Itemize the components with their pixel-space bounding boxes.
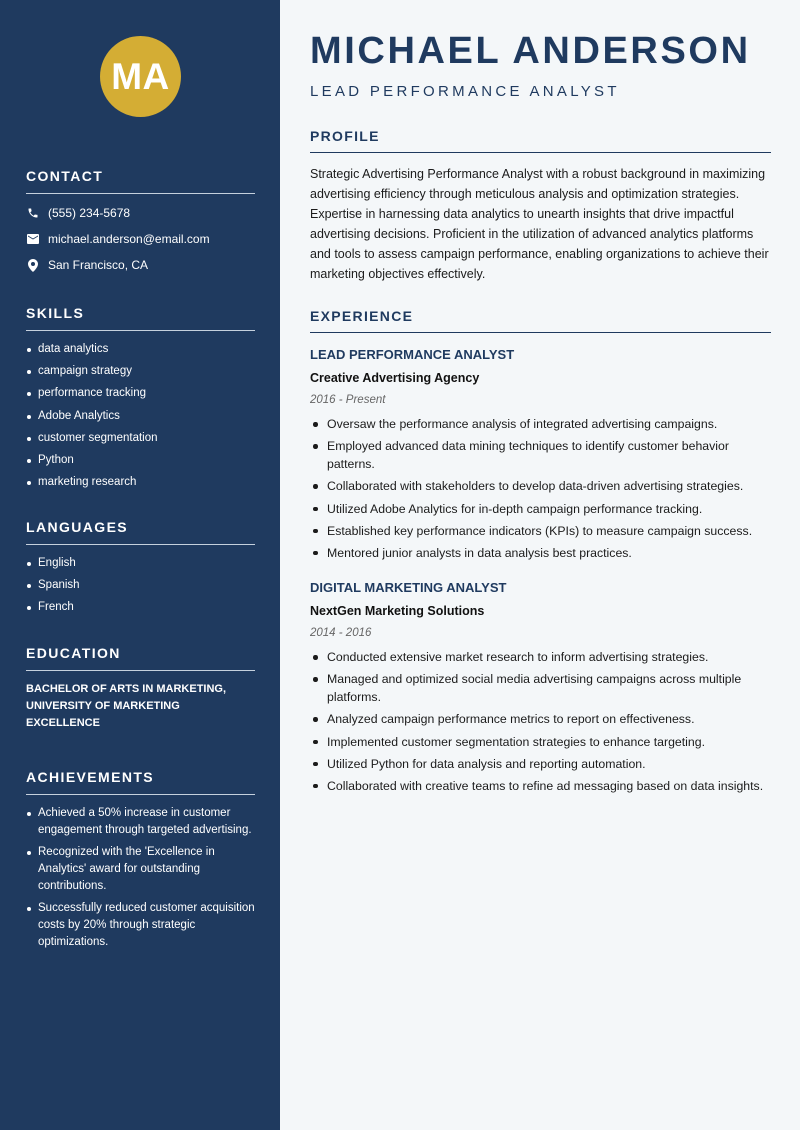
job-bullet: Established key performance indicators (KPIs) to measure campaign success. <box>310 522 772 540</box>
location-text: San Francisco, CA <box>48 258 149 272</box>
achievement-item: Achieved a 50% increase in customer engagement through targeted advertising. <box>26 805 255 839</box>
language-item: English <box>26 555 255 572</box>
skill-item: marketing research <box>26 474 255 491</box>
job-bullet: Oversaw the performance analysis of integrated advertising campaigns. <box>310 415 772 433</box>
achievements-section <box>26 769 255 957</box>
job-entry <box>310 346 772 566</box>
candidate-title: LEAD PERFORMANCE ANALYST <box>310 83 620 100</box>
job-bullet: Mentored junior analysts in data analysis best practices. <box>310 544 772 562</box>
experience-heading: EXPERIENCE <box>310 308 771 333</box>
job-company: NextGen Marketing Solutions <box>310 604 485 618</box>
achievements-heading: ACHIEVEMENTS <box>26 769 255 795</box>
contact-location <box>26 256 255 274</box>
education-degree: BACHELOR OF ARTS IN MARKETING, UNIVERSITY OF MARKETING EXCELLENCE <box>26 683 227 729</box>
phone-text: (555) 234-5678 <box>48 206 131 220</box>
job-dates: 2014 - 2016 <box>310 627 372 639</box>
contact-phone <box>26 204 255 222</box>
job-title: DIGITAL MARKETING ANALYST <box>310 580 507 595</box>
avatar <box>100 36 181 117</box>
job-bullet: Analyzed campaign performance metrics to report on effectiveness. <box>310 710 772 728</box>
language-item: French <box>26 599 255 616</box>
sidebar <box>0 0 280 1130</box>
skill-item: Adobe Analytics <box>26 408 255 425</box>
languages-heading: LANGUAGES <box>26 519 255 545</box>
job-bullets <box>310 415 772 562</box>
skills-heading: SKILLS <box>26 305 255 331</box>
skills-list <box>26 341 255 491</box>
achievement-item: Successfully reduced customer acquisition costs by 20% through strategic optimizations. <box>26 900 255 951</box>
job-dates: 2016 - Present <box>310 394 386 406</box>
phone-icon <box>26 206 40 220</box>
job-bullets <box>310 648 772 795</box>
avatar-initials: MA <box>111 55 170 97</box>
job-bullet: Utilized Adobe Analytics for in-depth campaign performance tracking. <box>310 500 772 518</box>
job-bullet: Collaborated with creative teams to refine ad messaging based on data insights. <box>310 777 772 795</box>
languages-section <box>26 519 255 622</box>
skill-item: Python <box>26 452 255 469</box>
skill-item: performance tracking <box>26 385 255 402</box>
achievement-item: Recognized with the 'Excellence in Analytics' award for outstanding contributions. <box>26 844 255 895</box>
skill-item: customer segmentation <box>26 430 255 447</box>
job-bullet: Conducted extensive market research to inform advertising strategies. <box>310 648 772 666</box>
job-entry <box>310 579 772 799</box>
job-bullet: Utilized Python for data analysis and reporting automation. <box>310 755 772 773</box>
job-bullet: Managed and optimized social media advertising campaigns across multiple platforms. <box>310 670 772 706</box>
skill-item: campaign strategy <box>26 363 255 380</box>
contact-section <box>26 168 255 274</box>
education-section <box>26 645 255 732</box>
job-title: LEAD PERFORMANCE ANALYST <box>310 347 515 362</box>
achievements-list <box>26 805 255 951</box>
job-bullet: Collaborated with stakeholders to develop data-driven advertising strategies. <box>310 477 772 495</box>
job-company: Creative Advertising Agency <box>310 371 480 385</box>
profile-heading: PROFILE <box>310 128 771 153</box>
languages-list <box>26 555 255 616</box>
education-heading: EDUCATION <box>26 645 255 671</box>
job-bullet: Employed advanced data mining techniques to identify customer behavior patterns. <box>310 437 772 473</box>
profile-text: Strategic Advertising Performance Analyst with a robust background in maximizing advertising efficiency through meticulous analysis and optimization strategies. Expertise in harnessing data analytics to unearth insights that drive impactful advertising decisions. Proficient in the utilization of advanced analytics platforms and tools to assess campaign performance, enabling organizations to achieve their marketing objectives effectively. <box>310 167 769 281</box>
email-icon <box>26 232 40 246</box>
job-bullet: Implemented customer segmentation strategies to enhance targeting. <box>310 733 772 751</box>
contact-email <box>26 230 255 248</box>
skills-section <box>26 305 255 496</box>
email-text: michael.anderson@email.com <box>48 232 210 246</box>
location-pin-icon <box>26 258 40 272</box>
contact-heading: CONTACT <box>26 168 255 194</box>
candidate-name: MICHAEL ANDERSON <box>310 30 751 72</box>
skill-item: data analytics <box>26 341 255 358</box>
language-item: Spanish <box>26 577 255 594</box>
